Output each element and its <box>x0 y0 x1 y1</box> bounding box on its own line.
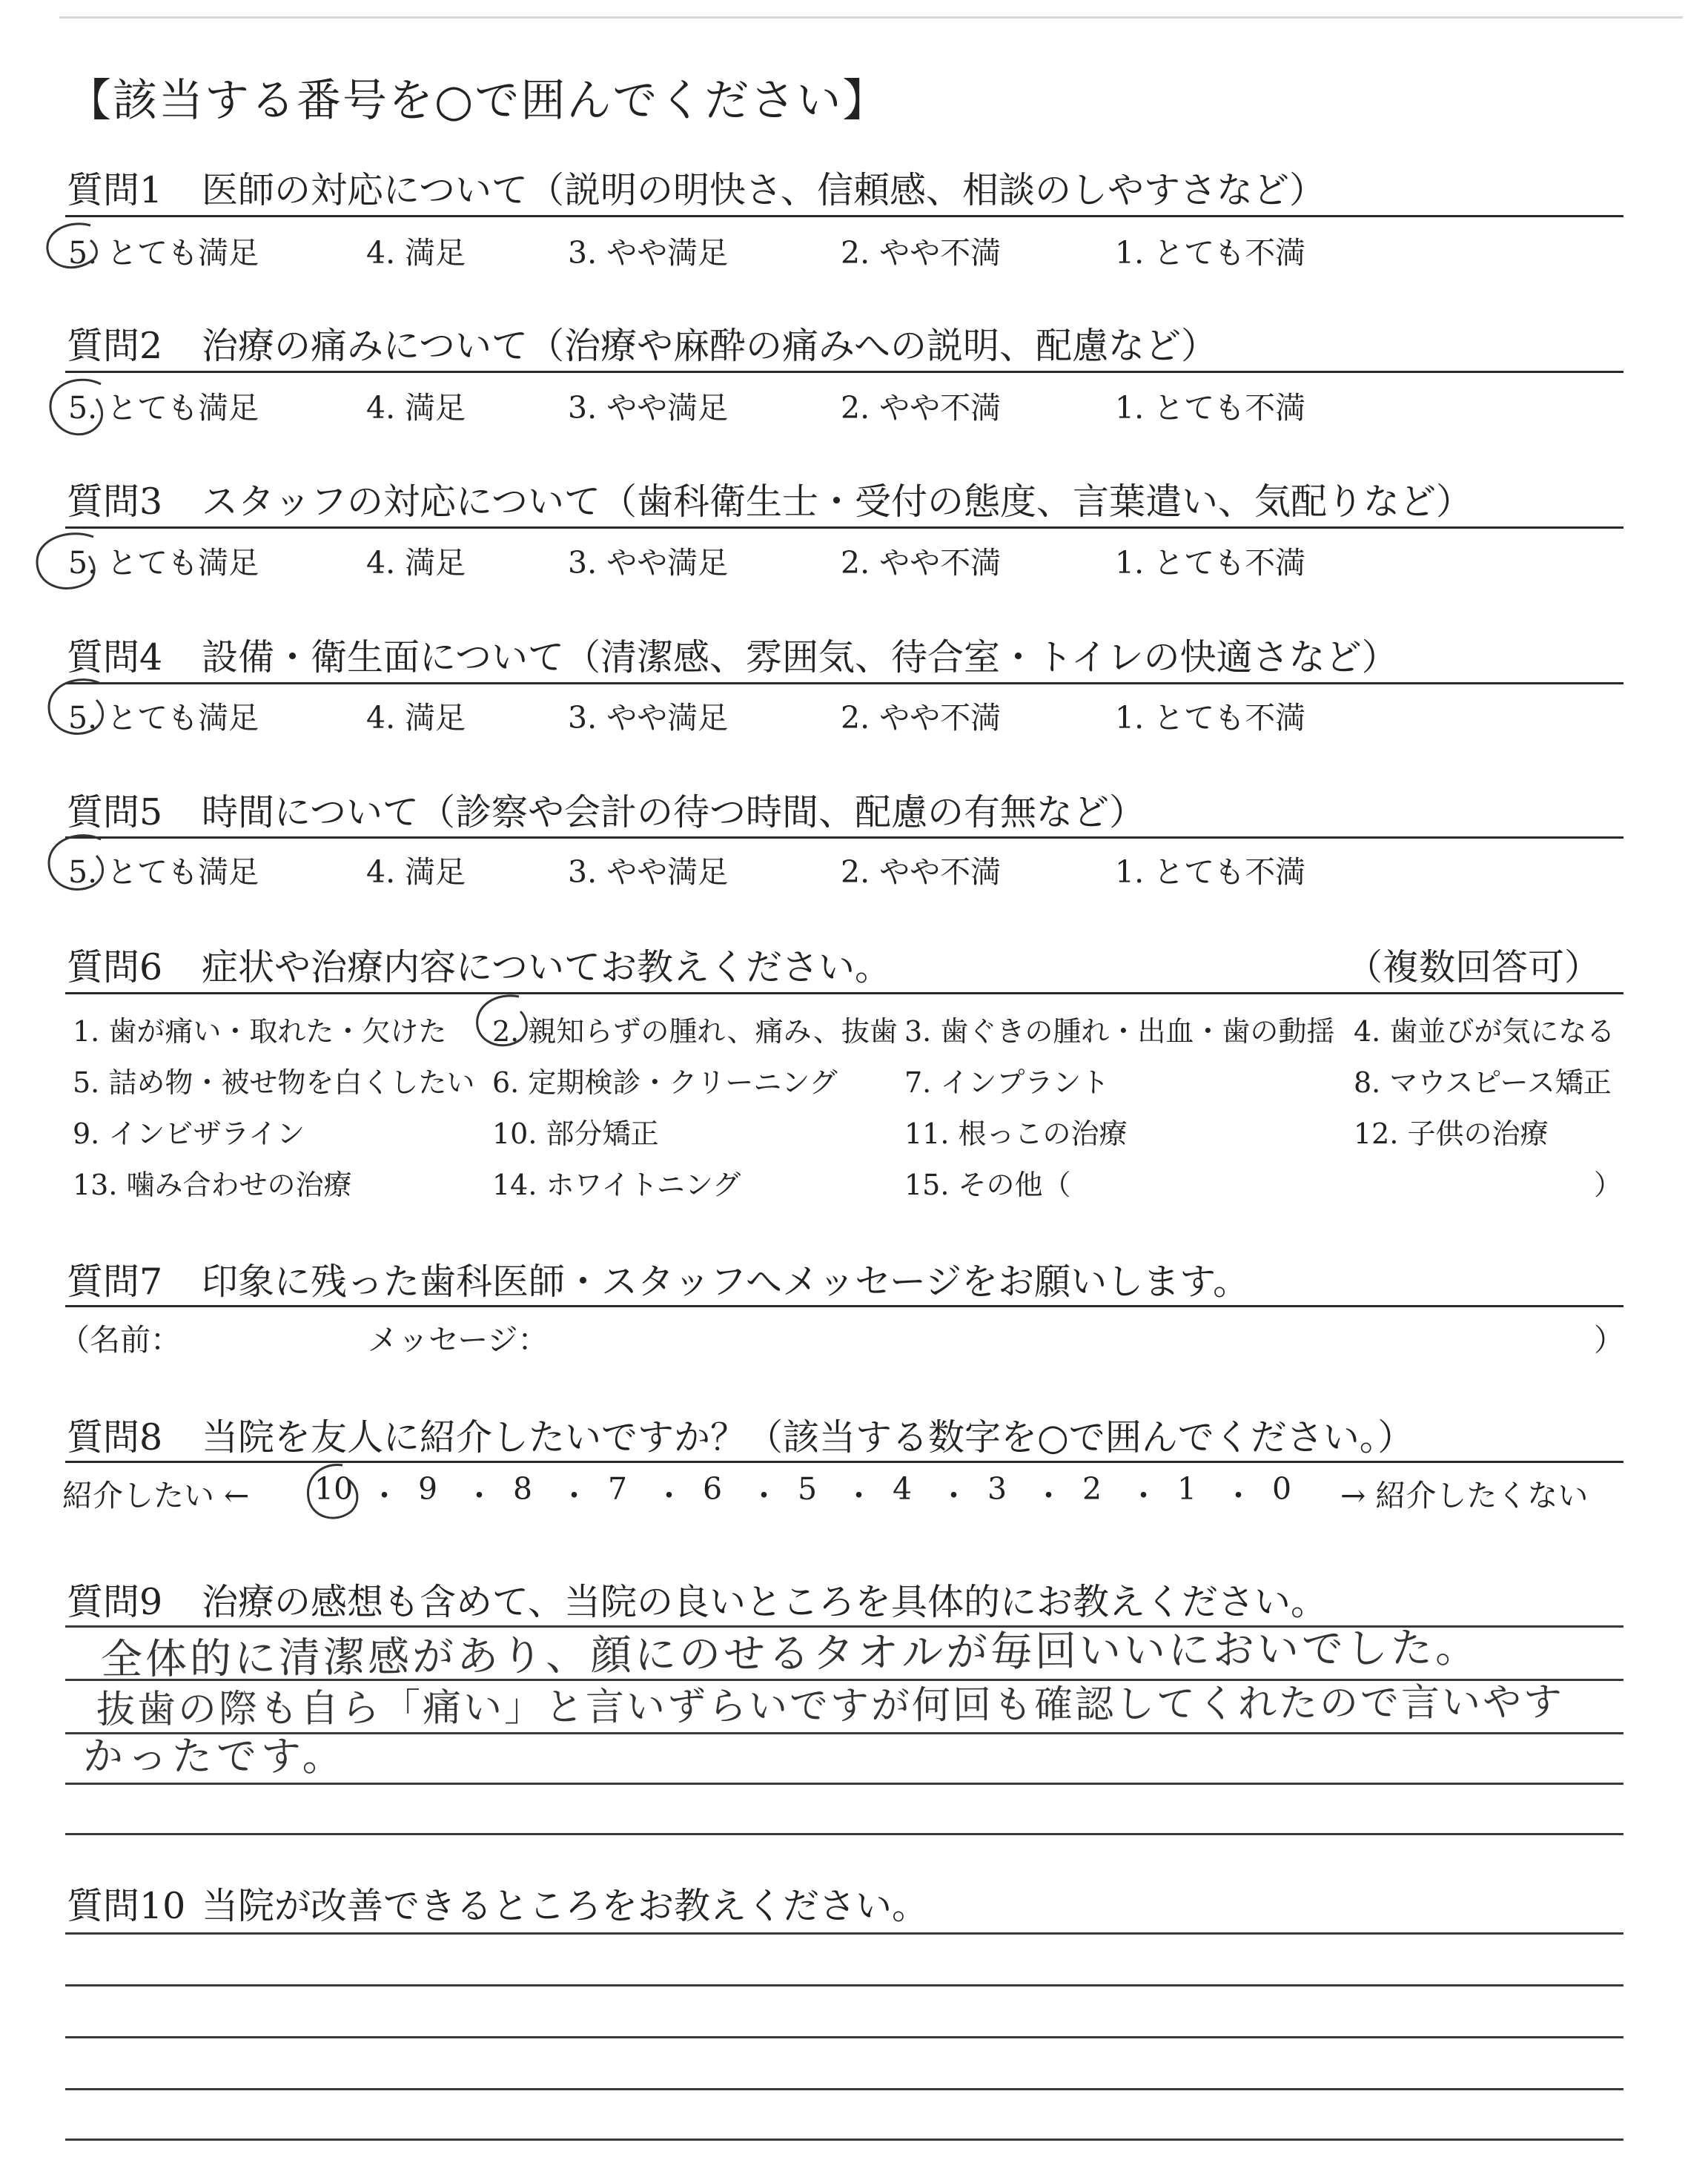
q6-title: 質問6 <box>67 946 163 988</box>
q6-note: （複数回答可） <box>1346 946 1601 988</box>
q8-title: 質問8 <box>67 1416 163 1459</box>
q8-scale-option[interactable]: 9 <box>418 1471 438 1507</box>
q5-option-1[interactable]: 1. とても不満 <box>1115 854 1306 890</box>
q7-name-label: （名前： <box>59 1322 181 1358</box>
q6-text: 症状や治療内容についてお教えください。 <box>202 946 892 988</box>
q4-selection-circle <box>37 670 126 752</box>
page-heading: 【該当する番号を○で囲んでください】 <box>67 75 889 127</box>
q8-right-label: → 紹介したくない <box>1340 1478 1589 1513</box>
q10-write-line-2 <box>65 1984 1623 1986</box>
q2-text: 治療の痛みについて（治療や麻酔の痛みへの説明、配慮など） <box>202 325 1218 367</box>
q8-scale-separator: ・ <box>464 1478 494 1513</box>
q1-rule <box>65 215 1623 217</box>
q10-write-line-4 <box>65 2088 1623 2090</box>
q4-option-1[interactable]: 1. とても不満 <box>1115 700 1306 736</box>
q9-title: 質問9 <box>67 1581 163 1623</box>
q2-option-3[interactable]: 3. やや満足 <box>568 390 729 426</box>
q8-scale-option[interactable]: 3 <box>987 1471 1007 1507</box>
q6-item-15[interactable]: 15. その他（ <box>904 1169 1071 1201</box>
q5-option-3[interactable]: 3. やや満足 <box>568 854 729 890</box>
q6-item-15-close: ） <box>1594 1169 1623 1201</box>
q10-text: 当院が改善できるところをお教えください。 <box>202 1885 929 1927</box>
q1-selection-circle <box>39 215 120 282</box>
q6-item-10[interactable]: 10. 部分矯正 <box>492 1117 659 1150</box>
q1-title: 質問1 <box>67 169 163 211</box>
q5-option-5[interactable]: 5. とても満足 <box>68 854 259 890</box>
q8-scale-separator: ・ <box>1033 1478 1064 1513</box>
q5-text: 時間について（診察や会計の待つ時間、配慮の有無など） <box>202 791 1146 833</box>
q6-item-8[interactable]: 8. マウスピース矯正 <box>1354 1066 1612 1099</box>
q3-option-5[interactable]: 5. とても満足 <box>68 545 259 581</box>
q6-item-12[interactable]: 12. 子供の治療 <box>1354 1117 1549 1150</box>
q8-scale-separator: ・ <box>369 1478 400 1513</box>
q2-selection-circle <box>39 369 128 451</box>
q1-option-4[interactable]: 4. 満足 <box>366 235 466 271</box>
q3-title: 質問3 <box>67 480 163 523</box>
q2-rule <box>65 371 1623 373</box>
q10-write-line-5 <box>65 2138 1623 2141</box>
q6-item-5[interactable]: 5. 詰め物・被せ物を白くしたい <box>73 1066 475 1099</box>
q7-title: 質問7 <box>67 1261 163 1303</box>
q8-scale-separator: ・ <box>939 1478 969 1513</box>
q6-item-6[interactable]: 6. 定期検診・クリーニング <box>492 1066 838 1099</box>
q7-message-label: メッセージ： <box>368 1322 549 1358</box>
q6-item-1[interactable]: 1. 歯が痛い・取れた・欠けた <box>73 1015 447 1048</box>
q7-close-paren: ） <box>1594 1322 1624 1358</box>
q2-option-1[interactable]: 1. とても不満 <box>1115 390 1306 426</box>
q9-text: 治療の感想も含めて、当院の良いところを具体的にお教えください。 <box>202 1581 1328 1623</box>
q9-answer-line-3: かったです。 <box>83 1733 347 1780</box>
page-top-edge <box>59 16 1683 19</box>
q2-title: 質問2 <box>67 325 163 367</box>
q5-selection-circle <box>37 826 126 908</box>
q6-item-2[interactable]: 2. 親知らずの腫れ、痛み、抜歯 <box>492 1015 898 1048</box>
q3-option-2[interactable]: 2. やや不満 <box>841 545 1002 581</box>
q9-answer-line-2: 抜歯の際も自ら「痛い」と言いずらいですが何回も確認してくれたので言いやす <box>96 1680 1565 1733</box>
q10-title: 質問10 <box>67 1885 186 1927</box>
q3-selection-circle <box>27 524 116 605</box>
q8-scale-option[interactable]: 10 <box>314 1471 354 1507</box>
q1-option-1[interactable]: 1. とても不満 <box>1115 235 1306 271</box>
q7-rule <box>65 1305 1623 1307</box>
q5-option-2[interactable]: 2. やや不満 <box>841 854 1002 890</box>
q6-item-14[interactable]: 14. ホワイトニング <box>492 1169 741 1201</box>
q8-scale-option[interactable]: 8 <box>513 1471 533 1507</box>
q7-text: 印象に残った歯科医師・スタッフへメッセージをお願いします。 <box>202 1261 1250 1303</box>
q1-text: 医師の対応について（説明の明快さ、信頼感、相談のしやすさなど） <box>202 169 1326 211</box>
q6-item-7[interactable]: 7. インプラント <box>904 1066 1110 1099</box>
q3-rule <box>65 526 1623 529</box>
q1-option-2[interactable]: 2. やや不満 <box>841 235 1002 271</box>
q4-rule <box>65 682 1623 684</box>
q3-text: スタッフの対応について（歯科衛生士・受付の態度、言葉遣い、気配りなど） <box>202 480 1473 523</box>
q10-write-line-1 <box>65 1932 1623 1935</box>
q8-scale-separator: ・ <box>1223 1478 1254 1513</box>
q8-scale-separator: ・ <box>749 1478 779 1513</box>
q1-option-3[interactable]: 3. やや満足 <box>568 235 729 271</box>
q6-selection-circle <box>467 989 549 1063</box>
q10-write-line-3 <box>65 2036 1623 2038</box>
q6-rule <box>65 992 1623 994</box>
q1-option-5[interactable]: 5. とても満足 <box>68 235 259 271</box>
q2-option-4[interactable]: 4. 満足 <box>366 390 466 426</box>
q4-title: 質問4 <box>67 636 163 678</box>
q5-title: 質問5 <box>67 791 163 833</box>
q2-option-2[interactable]: 2. やや不満 <box>841 390 1002 426</box>
q3-option-3[interactable]: 3. やや満足 <box>568 545 729 581</box>
q8-text: 当院を友人に紹介したいですか？（該当する数字を○で囲んでください。） <box>202 1416 1414 1459</box>
q8-left-label: 紹介したい ← <box>62 1478 250 1513</box>
q8-scale-option[interactable]: 7 <box>608 1471 628 1507</box>
q8-scale-option[interactable]: 4 <box>893 1471 913 1507</box>
q8-scale-option[interactable]: 5 <box>798 1471 818 1507</box>
q9-write-line-4 <box>65 1783 1623 1785</box>
q6-item-9[interactable]: 9. インビザライン <box>73 1117 305 1150</box>
q8-scale-separator: ・ <box>1128 1478 1159 1513</box>
q8-scale-separator: ・ <box>559 1478 589 1513</box>
q6-item-11[interactable]: 11. 根っこの治療 <box>904 1117 1128 1150</box>
q5-rule <box>65 836 1623 839</box>
q8-scale-separator: ・ <box>844 1478 874 1513</box>
q6-item-13[interactable]: 13. 噛み合わせの治療 <box>73 1169 352 1201</box>
q8-scale-option[interactable]: 1 <box>1177 1471 1197 1507</box>
q9-write-line-5 <box>65 1833 1623 1835</box>
q3-option-1[interactable]: 1. とても不満 <box>1115 545 1306 581</box>
q4-text: 設備・衛生面について（清潔感、雰囲気、待合室・トイレの快適さなど） <box>202 636 1398 678</box>
q8-scale-option[interactable]: 0 <box>1272 1471 1292 1507</box>
q8-scale-option[interactable]: 2 <box>1082 1471 1102 1507</box>
q6-item-3[interactable]: 3. 歯ぐきの腫れ・出血・歯の動揺 <box>904 1015 1335 1048</box>
q3-option-4[interactable]: 4. 満足 <box>366 545 466 581</box>
q4-option-2[interactable]: 2. やや不満 <box>841 700 1002 736</box>
q5-option-4[interactable]: 4. 満足 <box>366 854 466 890</box>
q8-selection-circle <box>298 1459 380 1533</box>
q4-option-5[interactable]: 5. とても満足 <box>68 700 259 736</box>
q2-option-5[interactable]: 5. とても満足 <box>68 390 259 426</box>
q8-scale-separator: ・ <box>654 1478 684 1513</box>
q6-item-4[interactable]: 4. 歯並びが気になる <box>1354 1015 1615 1048</box>
q4-option-4[interactable]: 4. 満足 <box>366 700 466 736</box>
q8-scale-option[interactable]: 6 <box>703 1471 723 1507</box>
q9-answer-line-1: 全体的に清潔感があり、顔にのせるタオルが毎回いいにおいでした。 <box>100 1623 1480 1685</box>
q4-option-3[interactable]: 3. やや満足 <box>568 700 729 736</box>
